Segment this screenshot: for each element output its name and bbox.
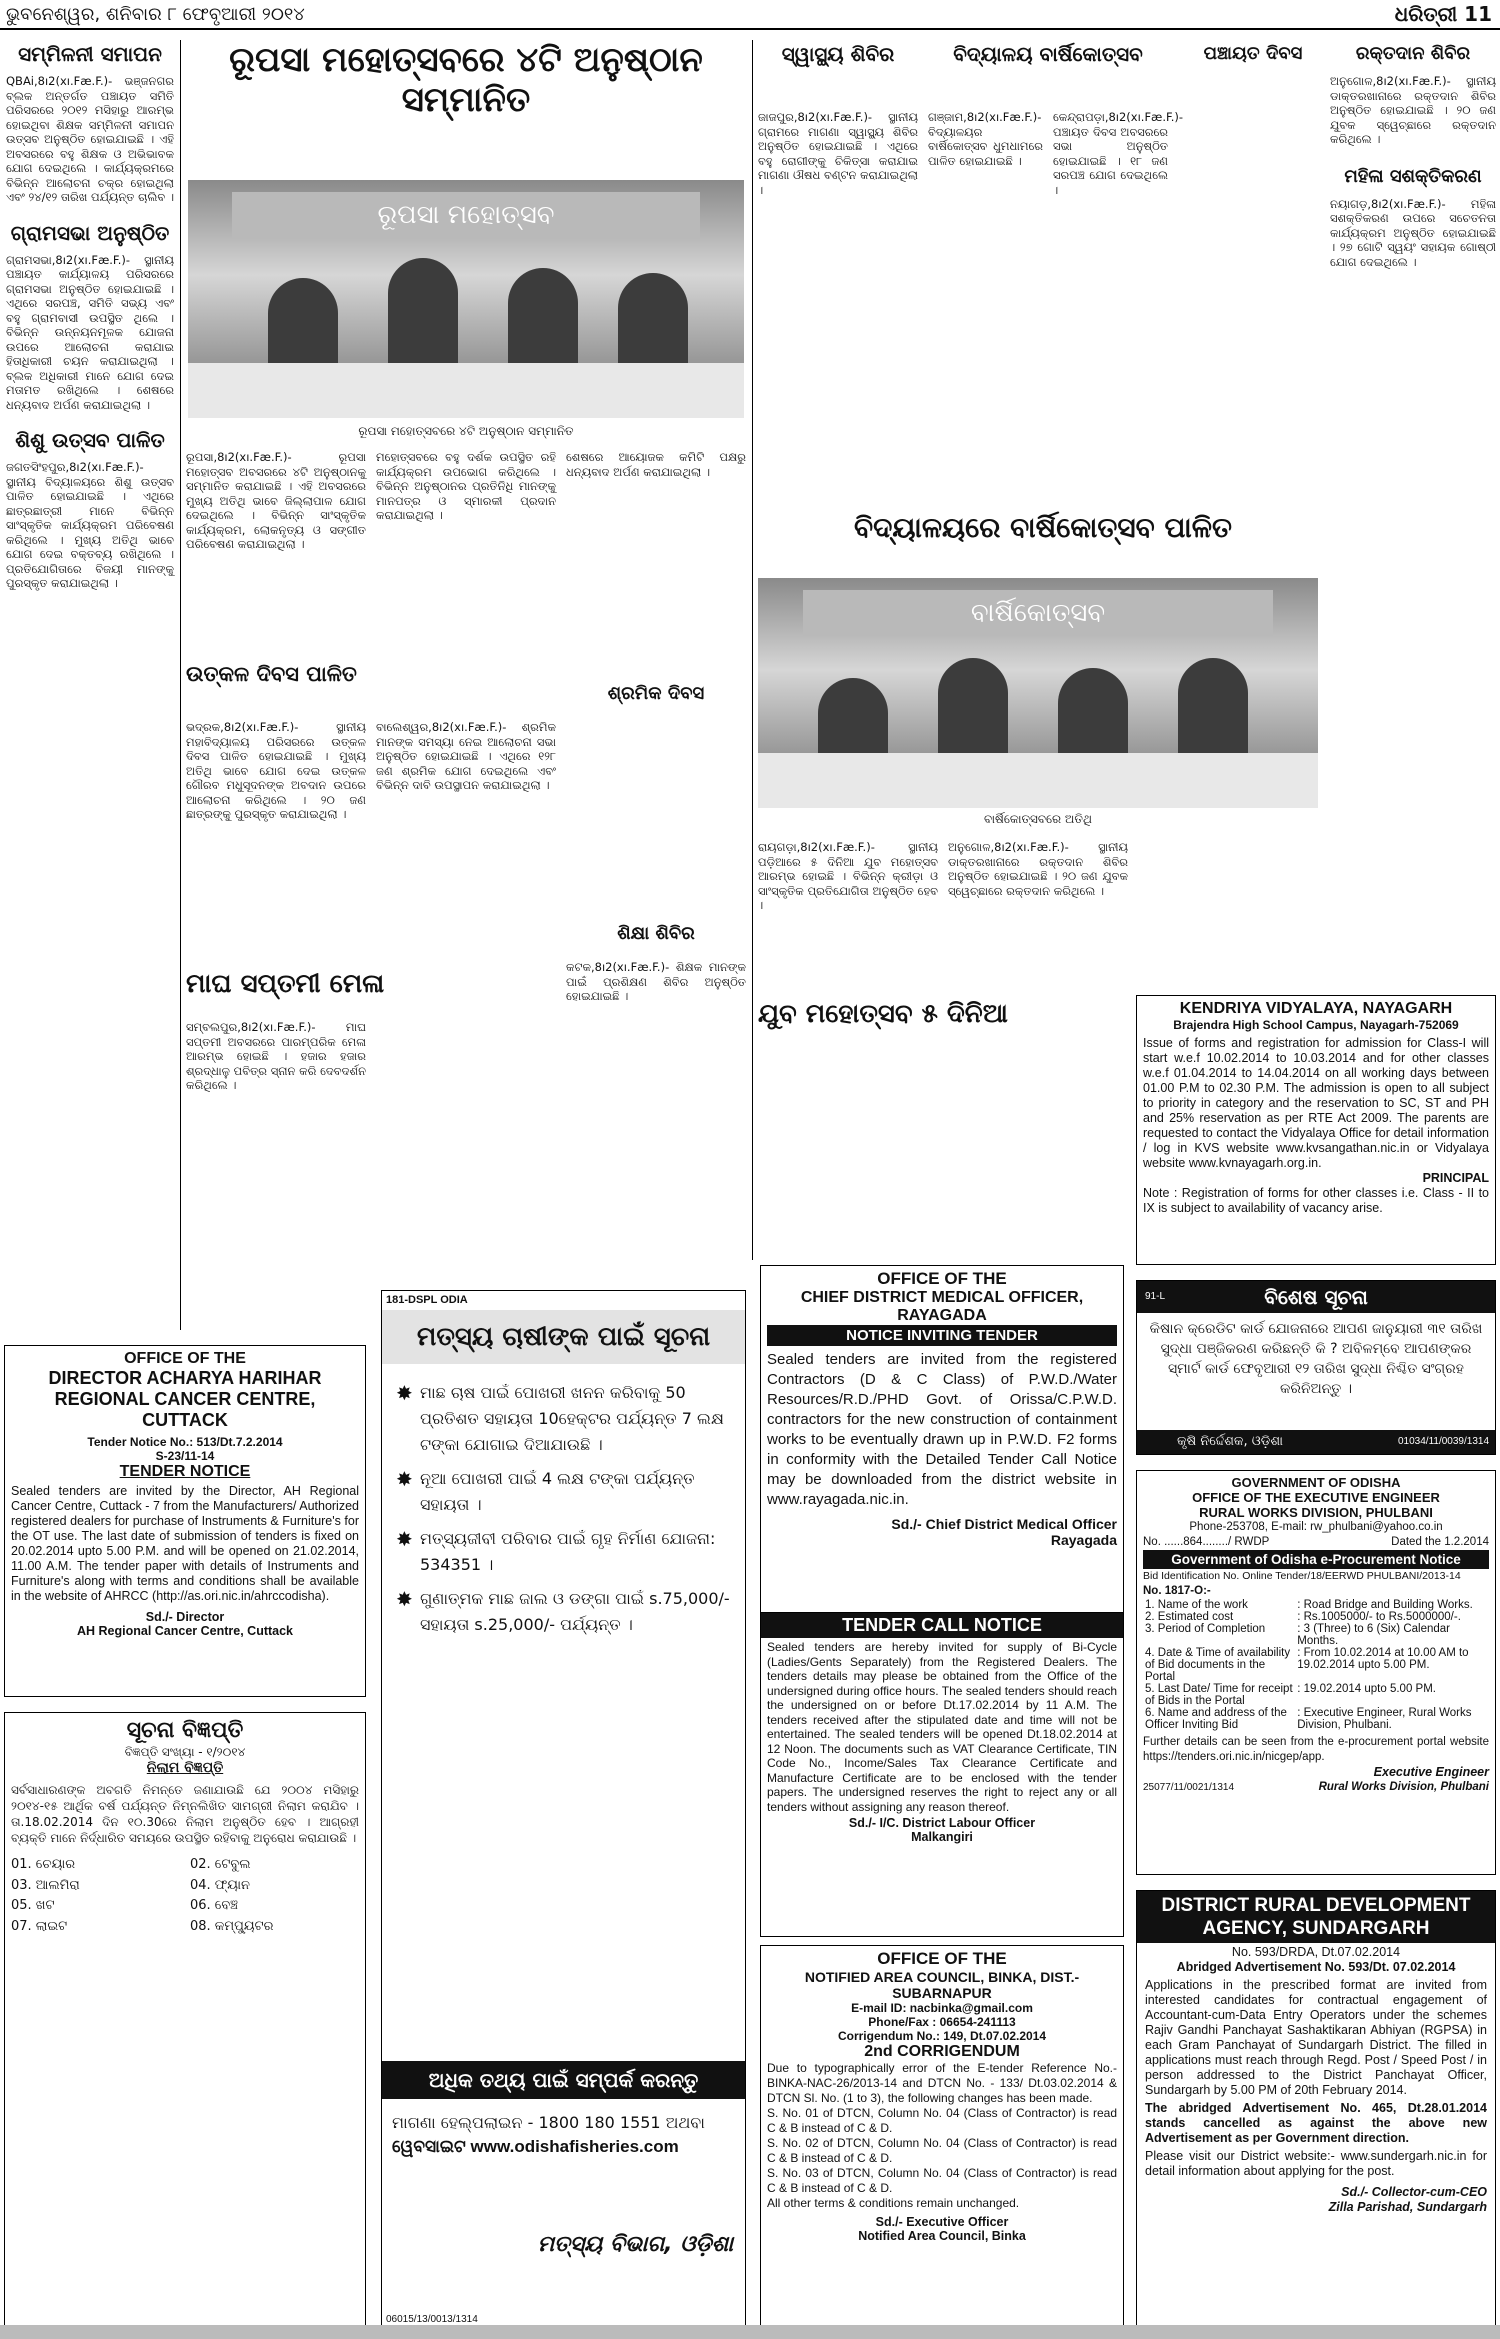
page-header [0,0,1500,30]
cdmo-line: OFFICE OF THE [877,1269,1007,1288]
drda-body: Applications in the prescribed format are invited from interested candidates for contractual engagement of Accountant-cum-Data Entry Operators under the schemes Rajiv Gandhi Panchayat Sashaktikaran Abhiyan (RGPSA) in each Gram Panchayat of Sundargarh District. The filled in applications must reach through Regd. Post / Speed Post / in person addressed to the District Panchayat Officer, Sundargarh by 5.00 PM of 20th February 2014. [1145,1978,1487,2097]
ad-code: 06015/13/0013/1314 [386,2314,478,2325]
ad-tag: 91-L [1145,1291,1166,1302]
labour-body: Sealed tenders are hereby invited for supply of Bi-Cycle (Ladies/Gents Separately) from the Registered Dealers. The tenders details may please be obtained from the Office of the undersigned during office hours. The sealed tenders should reach the undersigned on or before Dt.17.02.2014 by 11 A.M. The tenders received after the stipulated date and time will not be entertained. The sealed tenders will be opened Dt.18.02.2014 at 12 Noon. The documents such as VAT Clearance Certificate, TIN Code No., Income/Sales Tax Clearance Certificate and Manufacture Certificate are to be enclosed with the tender papers. The undersigned reserves the right to reject any or all tenders without assigning any reason thereof. [767,1640,1117,1814]
fisheries-item: ✸ ନୂଆ ପୋଖରୀ ପାଇଁ 4 ଲକ୍ଷ ଟଙ୍କା ପର୍ଯ୍ୟନ୍ତ ସହାୟତା । [394,1466,733,1518]
rwd-bar: Government of Odisha e-Procurement Notice [1143,1550,1489,1569]
rwd-row-value: : From 10.02.2014 at 10.00 AM to 19.02.2014 upto 5.00 PM. [1297,1647,1469,1671]
auction-item: 01. ଚେୟାର [11,1857,76,1872]
story-headline: ଶିଶୁ ଉତ୍ସବ ପାଳିତ [15,428,165,452]
binka-line: OFFICE OF THE [877,1949,1007,1968]
story-headline: ପଞ୍ଚାୟତ ଦିବସ [1203,43,1303,64]
binka-change: S. No. 03 of DTCN, Column No. 04 (Class of Contractor) is read C & B instead of C & D. [767,2166,1117,2195]
binka-sign: Sd./- Executive Officer [875,2215,1009,2229]
binka-change: S. No. 02 of DTCN, Column No. 04 (Class of Contractor) is read C & B instead of C & D. [767,2136,1117,2165]
cdmo-sign: Sd./- Chief District Medical Officer [891,1516,1117,1532]
cdmo-line: CHIEF DISTRICT MEDICAL OFFICER, RAYAGADA [800,1289,1084,1324]
story-body: କେନ୍ଦ୍ରାପଡ଼ା,8ı2(xı.Fæ.F.)- ପଞ୍ଚାୟତ ଦିବସ ଅବସରରେ ସଭା ଅନୁଷ୍ଠିତ ହୋଇଯାଇଛି । ୧୮ ଜଣ ସରପଞ୍ଚ ଯୋଗ ଦେଇଥିଲେ । [1053,110,1184,197]
rwd-row [1143,1707,1489,1731]
cdmo-sign: Rayagada [1050,1532,1117,1548]
lead-body: ମହୋତ୍ସବରେ ବହୁ ଦର୍ଶକ ଉପସ୍ଥିତ ରହି କାର୍ଯ୍ୟକ୍ରମ ଉପଭୋଗ କରିଥିଲେ । ବିଭିନ୍ନ ଅନୁଷ୍ଠାନର ପ୍ରତିନିଧି ମାନଙ୍କୁ ମାନପତ୍ର ଓ ସ୍ମାରକୀ ପ୍ରଦାନ କରାଯାଇଥିଲା । [376,450,556,522]
drda-cancel: The abridged Advertisement No. 465, Dt.28.01.2014 stands cancelled as against the above new Advertisement as per Government direction. [1145,2101,1487,2145]
story-body: ଜଗତସିଂହପୁର,8ı2(xı.Fæ.F.)- ସ୍ଥାନୀୟ ବିଦ୍ୟାଳୟରେ ଶିଶୁ ଉତ୍ସବ ପାଳିତ ହୋଇଯାଇଛି । ଏଥିରେ ଛାତ୍ରଛାତ୍ରୀ ମାନେ ବିଭିନ୍ନ ସାଂସ୍କୃତିକ କାର୍ଯ୍ୟକ୍ରମ ପରିବେଷଣ କରିଥିଲେ । ମୁଖ୍ୟ ଅତିଥି ଭାବେ ଯୋଗ ଦେଇ ବକ୍ତବ୍ୟ ରଖିଥିଲେ । ପ୍ରତିଯୋଗିତାରେ ବିଜୟୀ ମାନଙ୍କୁ ପୁରସ୍କୃତ କରାଯାଇଥିଲା । [6,460,174,590]
ahrcc-line: OFFICE OF THE [124,1350,246,1367]
lead-story [186,40,746,1330]
photo-table [188,363,744,418]
binka-change: S. No. 01 of DTCN, Column No. 04 (Class of Contractor) is read C & B instead of C & D. [767,2106,1117,2135]
krushi-title: ବିଶେଷ ସୂଚନା [1264,1285,1368,1309]
fisheries-title: ମତ୍ସ୍ୟ ଚାଷୀଙ୍କ ପାଇଁ ସୂଚନା [416,1322,711,1352]
rwd-row [1143,1599,1489,1611]
fisheries-item: ✸ ମାଛ ଚାଷ ପାଇଁ ପୋଖରୀ ଖନନ କରିବାକୁ 50 ପ୍ରତିଶତ ସହାୟତା 10ହେକ୍ଟର ପର୍ଯ୍ୟନ୍ତ 7 ଲକ୍ଷ ଟଙ୍କା ଯୋଗାଇ ଦିଆଯାଉଛି । [394,1380,733,1458]
photo-table [758,753,1318,808]
story-body: କଟକ,8ı2(xı.Fæ.F.)- ଶିକ୍ଷକ ମାନଙ୍କ ପାଇଁ ପ୍ରଶିକ୍ଷଣ ଶିବିର ଅନୁଷ୍ଠିତ ହୋଇଯାଇଛି । [566,960,746,1003]
drda-sign: Zilla Parishad, Sundargarh [1328,2200,1487,2214]
krushi-body: କିଷାନ କ୍ରେଡିଟ କାର୍ଡ ଯୋଜନାରେ ଆପଣ ଜାନୁୟାରୀ ୩୧ ତାରିଖ ସୁଦ୍ଧା ପଞ୍ଜିକରଣ କରିଛନ୍ତି କି ? ଅବିଳମ୍ବେ ଆପଣଙ୍କର ସ୍ମାର୍ଟ କାର୍ଡ ଫେବୃଆରୀ ୧୨ ତାରିଖ ସୁଦ୍ଧା ନିଶ୍ଚିତ ସଂଗ୍ରହ କରିନିଅନ୍ତୁ । [1149,1321,1483,1397]
rwd-sign: Executive Engineer [1373,1765,1489,1779]
fisheries-list [382,1364,745,1662]
kv-subtitle: Brajendra High School Campus, Nayagarh-752069 [1173,1018,1459,1032]
drda-sign: Sd./- Collector-cum-CEO [1341,2185,1487,2199]
fisheries-bar: ଅଧିକ ତଥ୍ୟ ପାଇଁ ସମ୍ପର୍କ କରନ୍ତୁ [382,2061,745,2099]
auction-subtitle: ନିଲାମ ବିଜ୍ଞପ୍ତି [146,1760,224,1776]
story-body: ସମ୍ବଲପୁର,8ı2(xı.Fæ.F.)- ମାଘ ସପ୍ତମୀ ଅବସରରେ ପାରମ୍ପରିକ ମେଳା ଆରମ୍ଭ ହୋଇଛି । ହଜାର ହଜାର ଶ୍ରଦ୍ଧାଳୁ ପବିତ୍ର ସ୍ନାନ କରି ଦେବଦର୍ଶନ କରିଥିଲେ । [186,1020,366,1092]
far-right-column [1330,40,1496,980]
rwd-row-label: 4. Date & Time of availability of Bid documents in the Portal [1145,1647,1291,1683]
rwd-row-value: : 19.02.2014 upto 5.00 PM. [1297,1683,1436,1695]
rwd-row [1143,1683,1489,1707]
fisheries-helpline: ମାଗଣା ହେଲ୍ପଲାଇନ - 1800 180 1551 ଅଥବା [392,2113,705,2132]
krushi-notice [1136,1280,1496,1455]
rwd-row-value: : Rs.1005000/- to Rs.5000000/-. [1297,1611,1461,1623]
lead-photo-caption: ରୂପସା ମହୋତ୍ସବରେ ୪ଟି ଅନୁଷ୍ଠାନ ସମ୍ମାନିତ [358,424,574,438]
auction-title: ସୂଚନା ବିଜ୍ଞପ୍ତି [126,1718,244,1743]
story-headline: ବିଦ୍ୟାଳୟ ବାର୍ଷିକୋତ୍ସବ [953,42,1143,66]
drda-title: DISTRICT RURAL DEVELOPMENT AGENCY, SUNDARGARH [1137,1891,1495,1943]
ahrcc-body: Sealed tenders are invited by the Director, AH Regional Cancer Centre, Cuttack - 7 from the Manufacturers/ Authorized registered dealers for purchase of Instruments & Furniture's for the OT use. The last date of submission of tenders is fixed on 20.02.2014 upto 5.00 P.M. and will be opened on 21.02.2014, 11.00 A.M. The tender paper with details of Instruments and Furniture's along with terms and conditions shall be available in the website of AHRCC (http://as.ori.nic.in/ahrccodisha). [11,1484,359,1603]
story-body: ନୟାଗଡ଼,8ı2(xı.Fæ.F.)- ମହିଳା ସଶକ୍ତିକରଣ ଉପରେ ସଚେତନତା କାର୍ଯ୍ୟକ୍ରମ ଅନୁଷ୍ଠିତ ହୋଇଯାଇଛି । ୨୭ ଗୋଟି ସ୍ୱୟଂ ସହାୟକ ଗୋଷ୍ଠୀ ଯୋଗ ଦେଇଥିଲେ । [1330,196,1496,269]
binka-line: NOTIFIED AREA COUNCIL, BINKA, DIST.- SUBARNAPUR [804,1969,1080,2001]
fisheries-header [382,1310,745,1364]
rwd-ref-line [1143,1535,1489,1550]
ad-code: 01034/11/0039/1314 [1397,1436,1489,1447]
ahrcc-title: TENDER NOTICE [119,1463,251,1480]
lead-body: ରୂପସା,8ı2(xı.Fæ.F.)- ରୂପସା ମହୋତ୍ସବ ଅବସରରେ ୪ଟି ଅନୁଷ୍ଠାନକୁ ସମ୍ମାନିତ କରାଯାଇଛି । ଏହି ଅବସରରେ ମୁଖ୍ୟ ଅତିଥି ଭାବେ ଜିଲ୍ଲାପାଳ ଯୋଗ ଦେଇଥିଲେ । ବିଭିନ୍ନ ସାଂସ୍କୃତିକ କାର୍ଯ୍ୟକ୍ରମ, ଲୋକନୃତ୍ୟ ଓ ସଙ୍ଗୀତ ପରିବେଷଣ କରାଯାଇଥିଲା । [186,450,366,551]
rwd-row-label: 6. Name and address of the Officer Inviting Bid [1145,1707,1287,1731]
krushi-footer [1137,1430,1495,1454]
rwd-bid: Bid Identification No. Online Tender/18/EERWD PHULBANI/2013-14 [1143,1570,1461,1582]
rwd-line: OFFICE OF THE EXECUTIVE ENGINEER [1192,1490,1440,1505]
rwd-row-value: : Executive Engineer, Rural Works Division, Phulbani. [1297,1707,1472,1731]
lead-headline: ରୂପସା ମହୋତ୍ସବରେ ୪ଟି ଅନୁଷ୍ଠାନ ସମ୍ମାନିତ [229,40,703,120]
column-1 [6,40,174,1330]
binka-email: E-mail ID: nacbinka@gmail.com [851,2001,1033,2015]
story-headline: ଶିକ୍ଷା ଶିବିର [617,923,695,944]
story-body: ଅନୁଗୋଳ,8ı2(xı.Fæ.F.)- ସ୍ଥାନୀୟ ଡାକ୍ତରଖାନାରେ ରକ୍ତଦାନ ଶିବିର ଅନୁଷ୍ଠିତ ହୋଇଯାଇଛି । ୨୦ ଜଣ ଯୁବକ ସ୍ୱେଚ୍ଛାରେ ରକ୍ତଦାନ କରିଥିଲେ । [948,840,1128,898]
drda-visit: Please visit our District website:- www.sundergarh.nic.in for detail information about applying for the post. [1145,2149,1487,2178]
rwd-sign: Rural Works Division, Phulbani [1318,1781,1489,1793]
story-headline: ସ୍ୱାସ୍ଥ୍ୟ ଶିବିର [781,42,895,66]
story-headline: ରକ୍ତଦାନ ଶିବିର [1355,43,1471,64]
page-footer-strip [0,2325,1500,2339]
story-photo [758,578,1318,808]
story-headline: ଯୁବ ମହୋତ୍ସବ ୫ ଦିନିଆ [758,999,1008,1029]
story-headline: ବିଦ୍ୟାଳୟରେ ବାର୍ଷିକୋତ୍ସବ ପାଳିତ [854,511,1232,544]
story-body: ବାଲେଶ୍ୱର,8ı2(xı.Fæ.F.)- ଶ୍ରମିକ ମାନଙ୍କ ସମସ୍ୟା ନେଇ ଆଲୋଚନା ସଭା ଅନୁଷ୍ଠିତ ହୋଇଯାଇଛି । ଏଥିରେ ୧୨୮ ଜଣ ଶ୍ରମିକ ଯୋଗ ଦେଇଥିଲେ ଏବଂ ବିଭିନ୍ନ ଦାବି ଉପସ୍ଥାପନ କରାଯାଇଥିଲା । [376,720,556,792]
kv-title: KENDRIYA VIDYALAYA, NAYAGARH [1179,1000,1453,1017]
rwd-row [1143,1647,1489,1683]
rwd-date: Dated the 1.2.2014 [1391,1536,1489,1548]
labour-sign: Malkangiri [911,1830,973,1844]
auction-item: 07. ଲାଇଟ [11,1918,68,1934]
page-number: 11 [1464,2,1492,26]
drda-no: No. 593/DRDA, Dt.07.02.2014 [1231,1945,1401,1959]
auction-number: ବିଜ୍ଞପ୍ତି ସଂଖ୍ୟା - ୧/୨୦୧୪ [124,1745,246,1759]
story-body: ଭଦ୍ରକ,8ı2(xı.Fæ.F.)- ସ୍ଥାନୀୟ ମହାବିଦ୍ୟାଳୟ ପରିସରରେ ଉତ୍କଳ ଦିବସ ପାଳିତ ହୋଇଯାଇଛି । ମୁଖ୍ୟ ଅତିଥି ଭାବେ ଯୋଗ ଦେଇ ଉତ୍କଳ ଗୌରବ ମଧୁସୂଦନଙ୍କ ଅବଦାନ ଉପରେ ଆଲୋଚନା କରିଥିଲେ । ୨୦ ଜଣ ଛାତ୍ରଙ୍କୁ ପୁରସ୍କୃତ କରାଯାଇଥିଲା । [186,720,366,821]
story-headline: ସମ୍ମିଳନୀ ସମାପନ [18,42,162,66]
rwd-row-value: : 3 (Three) to 6 (Six) Calendar Months. [1297,1623,1450,1647]
story-body: ଜାଜପୁର,8ı2(xı.Fæ.F.)- ସ୍ଥାନୀୟ ଗ୍ରାମରେ ମାଗଣା ସ୍ୱାସ୍ଥ୍ୟ ଶିବିର ଅନୁଷ୍ଠିତ ହୋଇଯାଇଛି । ଏଥିରେ ବହୁ ରୋଗୀଙ୍କୁ ଚିକିତ୍ସା କରାଯାଇ ମାଗଣା ଔଷଧ ବଣ୍ଟନ କରାଯାଇଥିଲା । [758,110,919,197]
auction-item: 05. ଖଟ [11,1898,55,1913]
rwd-line: GOVERNMENT OF ODISHA [1231,1475,1401,1490]
rwd-row-value: : Road Bridge and Building Works. [1297,1599,1473,1611]
auction-body: ସର୍ବସାଧାରଣଙ୍କ ଅବଗତି ନିମନ୍ତେ ଜଣାଯାଉଛି ଯେ ୨୦୦୪ ମସିହାରୁ ୨୦୧୪-୧୫ ଆର୍ଥିକ ବର୍ଷ ପର୍ଯ୍ୟନ୍ତ ନିମ୍ନଲିଖିତ ସାମଗ୍ରୀ ନିଲାମ କରାଯିବ । ତା.18.02.2014 ଦିନ ୧୦.30ରେ ନିଲାମ ଅନୁଷ୍ଠିତ ହେବ । ଆଗ୍ରହୀ ବ୍ୟକ୍ତି ମାନେ ନିର୍ଦ୍ଧାରିତ ସମୟରେ ଉପସ୍ଥିତ ରହିବାକୁ ଅନୁରୋଧ କରାଯାଉଛି । [11,1783,359,1845]
kv-principal: PRINCIPAL [1422,1171,1489,1185]
auction-item: 08. କମ୍ପ୍ୟୁଟର [190,1918,274,1934]
ahrcc-tender-no: Tender Notice No.: 513/Dt.7.2.2014 [87,1435,283,1449]
binka-body: Due to typographically error of the E-tender Reference No.- BINKA-NAC-26/2013-14 and DTCN No. - 133/ Dt.03.02.2014 & DTCN Sl. No. (1 to 3), the following changes has been made. [767,2061,1117,2105]
binka-title: 2nd CORRIGENDUM [864,2043,1020,2060]
auction-notice [4,1712,366,2330]
photo-banner: ବାର୍ଷିକୋତ୍ସବ [803,590,1273,636]
labour-title: TENDER CALL NOTICE [761,1613,1123,1638]
ahrcc-line: REGIONAL CANCER CENTRE, CUTTACK [54,1389,316,1430]
rwd-row-label: 3. Period of Completion [1145,1623,1266,1635]
column-divider [752,40,753,1260]
auction-item: 02. ଟେବୁଲ [190,1857,251,1872]
rwd-footer [1143,1780,1489,1795]
cdmo-notice [760,1265,1124,1615]
fisheries-dept: ମତ୍ସ୍ୟ ବିଭାଗ, ଓଡ଼ିଶା [537,2232,733,2257]
rwd-row-label: 1. Name of the work [1145,1599,1248,1611]
rwd-no: No. 1817-O:- [1143,1585,1211,1597]
rwd-row-label: 5. Last Date/ Time for receipt of Bids in the Portal [1145,1683,1293,1707]
kv-note: Note : Registration of forms for other classes i.e. Class - II to IX is subject to availability of vacancy arise. [1143,1186,1489,1215]
fisheries-item: ✸ ମତ୍ସ୍ୟଜୀବୀ ପରିବାର ପାଇଁ ଗୃହ ନିର୍ମାଣ ଯୋଜନା: 534351 । [394,1526,733,1578]
rwd-line: RURAL WORKS DIVISION, PHULBANI [1199,1505,1433,1520]
header-dateline: ଭୁବନେଶ୍ୱର, ଶନିବାର ୮ ଫେବୃଆରୀ ୨୦୧୪ [6,4,305,25]
labour-sign: Sd./- I/C. District Labour Officer [848,1816,1036,1830]
fisheries-item: ✸ ଗୁଣାତ୍ମକ ମାଛ ଜାଲ ଓ ଡଙ୍ଗା ପାଇଁ s.75,000/- ସହାୟତା s.25,000/- ପର୍ଯ୍ୟନ୍ତ । [394,1586,733,1638]
story-headline: ମାଘ ସପ୍ତମୀ ମେଳା [186,969,385,999]
cdmo-body: Sealed tenders are invited from the registered Contractors (D & C Class) of P.W.D./Water Resources/R.D./PHD Govt. of Orissa/C.P.W.D. contractors for the new construction of containment works to be eventually drawn up in P.W.D. F2 forms in conformity with the Detailed Tender Call Notice may be downloaded from the district website in www.rayagada.nic.in. [767,1351,1117,1508]
rwd-table [1143,1599,1489,1731]
ahrcc-sign: AH Regional Cancer Centre, Cuttack [76,1624,294,1638]
fisheries-web: ୱେବସାଇଟ www.odishafisheries.com [392,2137,679,2156]
column-divider [180,40,181,1330]
fisheries-ad [381,1290,746,2330]
header-page-info: ଧରିତ୍ରୀ 11 [1394,2,1492,26]
kv-notice [1136,995,1496,1265]
rwd-further: Further details can be seen from the e-procurement portal website https://tenders.ori.nic.in/nicgep/app. [1143,1736,1489,1763]
binka-other: All other terms & conditions remain unchanged. [767,2196,1020,2210]
story-body: ଗ୍ରାମସଭା,8ı2(xı.Fæ.F.)- ସ୍ଥାନୀୟ ପଞ୍ଚାୟତ କାର୍ଯ୍ୟାଳୟ ପରିସରରେ ଗ୍ରାମସଭା ଅନୁଷ୍ଠିତ ହୋଇଯାଇଛି । ଏଥିରେ ସରପଞ୍ଚ, ସମିତି ସଭ୍ୟ ଏବଂ ବହୁ ଗ୍ରାମବାସୀ ଉପସ୍ଥିତ ଥିଲେ । ବିଭିନ୍ନ ଉନ୍ନୟନମୂଳକ ଯୋଜନା ଉପରେ ଆଲୋଚନା କରାଯାଇ ହିତାଧିକାରୀ ଚୟନ କରାଯାଇଥିଲା । ବ୍ଲକ ଅଧିକାରୀ ମାନେ ଯୋଗ ଦେଇ ମତାମତ ରଖିଥିଲେ । ଶେଷରେ ଧନ୍ୟବାଦ ଅର୍ପଣ କରାଯାଇଥିଲା । [6,252,174,412]
story-body: ରାୟଗଡ଼ା,8ı2(xı.Fæ.F.)- ସ୍ଥାନୀୟ ପଡ଼ିଆରେ ୫ ଦିନିଆ ଯୁବ ମହୋତ୍ସବ ଆରମ୍ଭ ହୋଇଛି । ବିଭିନ୍ନ କ୍ରୀଡ଼ା ଓ ସାଂସ୍କୃତିକ ପ୍ରତିଯୋଗିତା ଅନୁଷ୍ଠିତ ହେବ । [758,840,938,912]
story-headline: ଗ୍ରାମସଭା ଅନୁଷ୍ଠିତ [10,220,170,245]
ahrcc-ref: S-23/11-14 [155,1449,215,1463]
story-headline: ମହିଳା ସଶକ୍ତିକରଣ [1344,165,1482,187]
ahrcc-line: DIRECTOR ACHARYA HARIHAR [48,1368,322,1388]
story-body: QBAi,8ı2(xı.Fæ.F.)- ଭଞ୍ଜନଗର ବ୍ଲକ ଅନ୍ତର୍ଗତ ପଞ୍ଚାୟତ ସମିତି ପରିସରରେ ୨୦୧୨ ମସିହାରୁ ଆରମ୍ଭ ହୋଇଥିବା ଶିକ୍ଷକ ସମ୍ମିଳନୀ ସମାପନ ଉତ୍ସବ ଅନୁଷ୍ଠିତ ହୋଇଯାଇଛି । ଏହି ଅବସରରେ ବହୁ ଶିକ୍ଷକ ଓ ଅଭିଭାବକ ଯୋଗ ଦେଇଥିଲେ । କାର୍ଯ୍ୟକ୍ରମରେ ବିଭିନ୍ନ ଆଲୋଚନା ଚକ୍ର ହୋଇଥିଲା ଏବଂ ୨୪/୧୨ ତାରିଖ ପର୍ଯ୍ୟନ୍ତ ଚାଲିବ । [6,74,175,204]
binka-notice [760,1945,1124,2330]
kv-body: Issue of forms and registration for admission for Class-I will start w.e.f 10.02.2014 to 10.03.2014 and for other classes w.e.f 01.04.2014 to 14.04.2014 on all working days between 01.00 P.M to 02.30 P.M. The admission is open to all subject to priority in category and the reservation to SC, ST and PH and 25% reservation as per RTE Act 2009. The parents are requested to contact the Vidyalaya Office for detail information / log in KVS website www.kvsangathan.nic.in or Vidyalaya website www.kvnayagarh.org.in. [1143,1036,1489,1170]
binka-phone: Phone/Fax : 06654-241113 [868,2015,1016,2029]
krushi-dept: କୃଷି ନିର୍ଦ୍ଦେଶକ, ଓଡ଼ିଶା [1177,1434,1284,1449]
lead-photo [188,180,744,418]
rwd-notice [1136,1470,1496,1875]
auction-item: 06. ବେଞ୍ଚ [190,1898,239,1913]
ad-tag: 181-DSPL ODIA [386,1294,468,1306]
lead-body: ଶେଷରେ ଆୟୋଜକ କମିଟି ପକ୍ଷରୁ ଧନ୍ୟବାଦ ଅର୍ପଣ କରାଯାଇଥିଲା । [566,450,746,479]
auction-item: 03. ଆଲମିରା [11,1877,80,1893]
auction-item: 04. ଫ୍ୟାନ [190,1877,250,1893]
krushi-header [1137,1281,1495,1313]
cdmo-title: NOTICE INVITING TENDER [767,1325,1117,1346]
rwd-phone: Phone-253708, E-mail: rw_phulbani@yahoo.co.in [1189,1521,1443,1533]
rwd-row-label: 2. Estimated cost [1145,1611,1234,1623]
story-headline: ଶ୍ରମିକ ଦିବସ [607,683,705,704]
binka-sign: Notified Area Council, Binka [858,2229,1026,2243]
ahrcc-notice [4,1345,366,1697]
fisheries-contact [392,2111,732,2159]
rwd-ref: No. ......864......../ RWDP [1143,1536,1270,1548]
auction-item-list [11,1858,359,1934]
photo-banner: ରୂପସା ମହୋତ୍ସବ [232,192,699,238]
story-headline: ଉତ୍କଳ ଦିବସ ପାଳିତ [186,662,357,686]
ahrcc-sign: Sd./- Director [145,1610,225,1624]
photo-caption: ବାର୍ଷିକୋତ୍ସବରେ ଅତିଥି [984,812,1092,826]
rwd-row [1143,1611,1489,1623]
story-body: ଗଞ୍ଜାମ,8ı2(xı.Fæ.F.)- ବିଦ୍ୟାଳୟର ବାର୍ଷିକୋତ୍ସବ ଧୁମଧାମରେ ପାଳିତ ହୋଇଯାଇଛି । [928,110,1043,168]
ad-code: 25077/11/0021/1314 [1143,1782,1235,1793]
binka-corrigendum-no: Corrigendum No.: 149, Dt.07.02.2014 [837,2029,1047,2043]
labour-notice [760,1612,1124,1937]
drda-notice [1136,1890,1496,2330]
drda-abridged: Abridged Advertisement No. 593/Dt. 07.02.2014 [1176,1960,1456,1974]
story-body: ଅନୁଗୋଳ,8ı2(xı.Fæ.F.)- ସ୍ଥାନୀୟ ଡାକ୍ତରଖାନାରେ ରକ୍ତଦାନ ଶିବିର ଅନୁଷ୍ଠିତ ହୋଇଯାଇଛି । ୨୦ ଜଣ ଯୁବକ ସ୍ୱେଚ୍ଛାରେ ରକ୍ତଦାନ କରିଥିଲେ । [1330,74,1496,146]
rwd-row [1143,1623,1489,1647]
